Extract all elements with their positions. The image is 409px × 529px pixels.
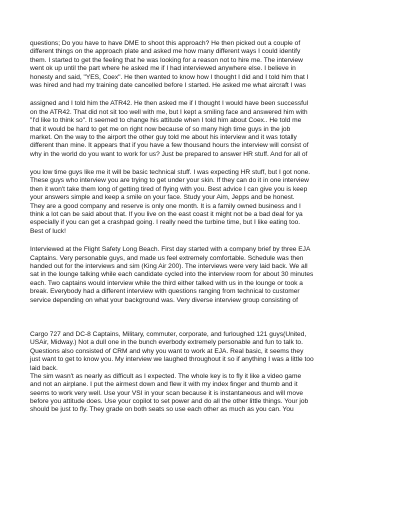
paragraph-2 (30, 100, 385, 159)
text-line: Best of luck! (30, 227, 66, 235)
text-line: USAir, Midway.) Not a dull one in the bunch everbody extremely personable and fun to talk to. (30, 339, 303, 347)
text-line: The sim wasn't as nearly as difficult as I expected. The whole key is to fly it like a video game (30, 372, 302, 380)
paragraph-5 (30, 331, 385, 415)
text-line: and not an airplane. I put the airmest down and flew it with my index finger and thumb and it (30, 381, 298, 389)
text-line: then it won't take them long of getting tired of flying with you. Best advice I can give you is keep (30, 185, 308, 193)
document-page (30, 40, 385, 415)
paragraph-1 (30, 40, 385, 90)
text-line: you low time guys like me it will be basic technical stuff. I was expecting HR stuff, but I got none. (30, 169, 311, 177)
text-line: sat in the lounge talking while each candidate cycled into the interview room for about 30 minutes (30, 271, 314, 279)
text-line: seems to work very well. Use your VSI in your scan because it is instantaneous and will move (30, 389, 304, 397)
paragraph-spacer (30, 305, 385, 331)
text-line: Questions also consisted of CRM and why you want to work at EJA. Real basic, it seems they (30, 347, 304, 355)
text-line: Interviewed at the Flight Safety Long Beach. First day started with a company brief by three EJA (30, 246, 311, 254)
paragraph-4 (30, 246, 385, 305)
text-line: questions; Do you have to have DME to shoot this approach? He then picked out a couple of (30, 40, 301, 47)
text-line: think a lot can be said about that. If you live on the east coast it might not be a bad deal for ya (30, 211, 303, 219)
text-line: why in the world do you want to work for us? Just be prepared to answer HR stuff. And for all of (30, 150, 308, 158)
text-line: These guys who interview you are trying to get under your skin. If they can do it in one interview (30, 177, 309, 185)
paragraph-spacer (30, 159, 385, 169)
text-line: different than mine. It appears that if you have a few thousand hours the interview will consist of (30, 142, 309, 150)
text-line: laid back. (30, 364, 58, 372)
text-line: assigned and I told him the ATR42. He then asked me if I thought I would have been successful (30, 100, 309, 108)
text-line: especially if you can get a crashpad going. I really need the turbine time, but I like eating too. (30, 219, 301, 227)
text-line: break. Everybody had a different interview with questions ranging from technical to customer (30, 288, 300, 296)
text-line: Captains. Very personable guys, and made us feel extremely comfortable. Schedule was then (30, 254, 304, 262)
text-line: "I'd like to think so". It seemed to change his attitude when I told him about Coex.. He told me (30, 117, 302, 125)
text-line: Cargo 727 and DC-8 Captains, Military, commuter, corporate, and furloughed 121 guys(United, (30, 330, 307, 338)
text-line: them. I started to get the feeling that he was looking for a reason not to hire me. The interview (30, 56, 303, 64)
text-line: market. On the way to the airport the other guy told me about his interview and it was totally (30, 133, 297, 141)
paragraph-spacer (30, 236, 385, 246)
text-line: just want to get to know you. My interview we laughed throughout it so if anything I was a little too (30, 356, 314, 364)
text-line: should be just to fly. They grade on both seats so use each other as much as you can. You (30, 406, 294, 414)
paragraph-spacer (30, 90, 385, 100)
text-line: your answers simple and keep a smile on your face. Study your Aim, Jepps and be honest. (30, 194, 295, 202)
paragraph-3 (30, 169, 385, 236)
text-line: each. Two captains would interview while the third either talked with us in the lounge or took a (30, 279, 303, 287)
text-line: honesty and said, "YES, Coex". He then wanted to know how I thought I did and I told him that I (30, 73, 309, 81)
text-line: different things on the approach plate and asked me how many different ways I could identify (30, 48, 301, 56)
text-line: that it would be hard to get me on right now because of so many high time guys in the job (30, 125, 291, 133)
text-line: handed out for the interviews and sim (King Air 200). The interviews were very laid back. We all (30, 262, 308, 270)
text-line: went ok up until the part where he asked me if I had interviewed anywhere else. I believe in (30, 65, 296, 73)
text-line: before you attitude does. Use your copilot to set power and do all the other little things. Your job (30, 398, 309, 406)
text-line: on the ATR42. That did not sit too well with me, but I kept a smiling face and answered him with (30, 108, 308, 116)
text-line: They are a good company and reserve is only one month. It is a family owned business and I (30, 202, 301, 210)
text-line: was hired and had my training date cancelled before I started. He asked me what aircraft I was (30, 81, 306, 89)
text-line: service depending on what your background was. Very diverse interview group consisting of (30, 296, 298, 304)
